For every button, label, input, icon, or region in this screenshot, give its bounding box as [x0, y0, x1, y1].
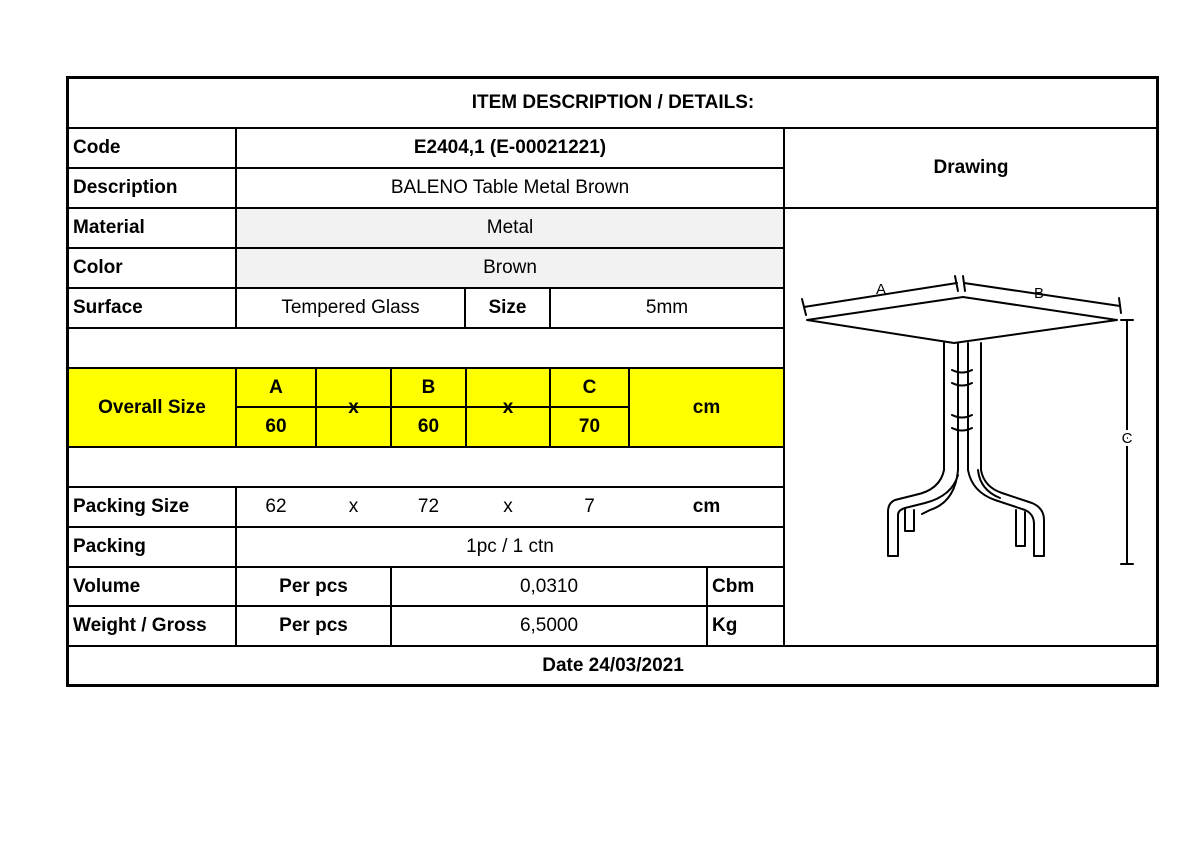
table-top	[807, 297, 1117, 343]
dimension-label-c: C	[1121, 430, 1133, 447]
weight-per: Per pcs	[279, 615, 348, 636]
packing-b-value: 72	[417, 496, 440, 517]
overall-c-value: 70	[578, 416, 601, 437]
color-label: Color	[73, 257, 123, 278]
packing-times-1: x	[348, 496, 359, 517]
footer-date: Date 24/03/2021	[542, 655, 684, 676]
weight-unit: Kg	[712, 615, 738, 636]
packing-size-label: Packing Size	[73, 496, 190, 517]
weight-value: 6,5000	[519, 615, 579, 636]
overall-a-label: A	[269, 376, 283, 398]
weight-label: Weight / Gross	[73, 615, 207, 636]
size-value: 5mm	[645, 297, 689, 318]
packing-c-value: 7	[584, 496, 595, 517]
description-label: Description	[73, 177, 178, 198]
size-label: Size	[488, 297, 527, 318]
table-leg-right	[968, 470, 1044, 556]
packing-value: 1pc / 1 ctn	[466, 536, 554, 557]
packing-size-unit: cm	[692, 496, 721, 517]
table-drawing	[785, 209, 1157, 645]
rule	[68, 446, 783, 448]
overall-a-value: 60	[265, 416, 287, 437]
overall-unit: cm	[692, 396, 721, 418]
material-value: Metal	[486, 217, 534, 238]
overall-b-value: 60	[417, 416, 440, 437]
volume-label: Volume	[73, 575, 141, 597]
material-label: Material	[73, 217, 145, 238]
rule	[68, 327, 783, 329]
table-column	[944, 343, 981, 470]
surface-label: Surface	[73, 297, 143, 318]
code-value: E2404,1 (E-00021221)	[413, 137, 607, 158]
sheet-title: ITEM DESCRIPTION / DETAILS:	[471, 92, 755, 113]
code-label: Code	[73, 137, 121, 158]
overall-times-2: x	[502, 396, 514, 418]
dimension-label-a: A	[875, 281, 887, 298]
packing-label: Packing	[73, 536, 146, 557]
description-value: BALENO Table Metal Brown	[390, 177, 630, 198]
overall-times-1: x	[348, 396, 359, 418]
volume-unit: Cbm	[712, 575, 755, 597]
surface-value: Tempered Glass	[281, 297, 420, 318]
volume-per: Per pcs	[279, 575, 348, 597]
overall-size-label: Overall Size	[98, 396, 206, 418]
overall-b-label: B	[421, 376, 436, 398]
drawing-title: Drawing	[933, 157, 1009, 178]
packing-a-value: 62	[265, 496, 287, 517]
overall-c-label: C	[582, 376, 597, 398]
packing-times-2: x	[503, 496, 513, 517]
volume-value: 0,0310	[519, 575, 579, 597]
dimension-label-b: B	[1033, 285, 1045, 302]
color-value: Brown	[483, 257, 537, 278]
